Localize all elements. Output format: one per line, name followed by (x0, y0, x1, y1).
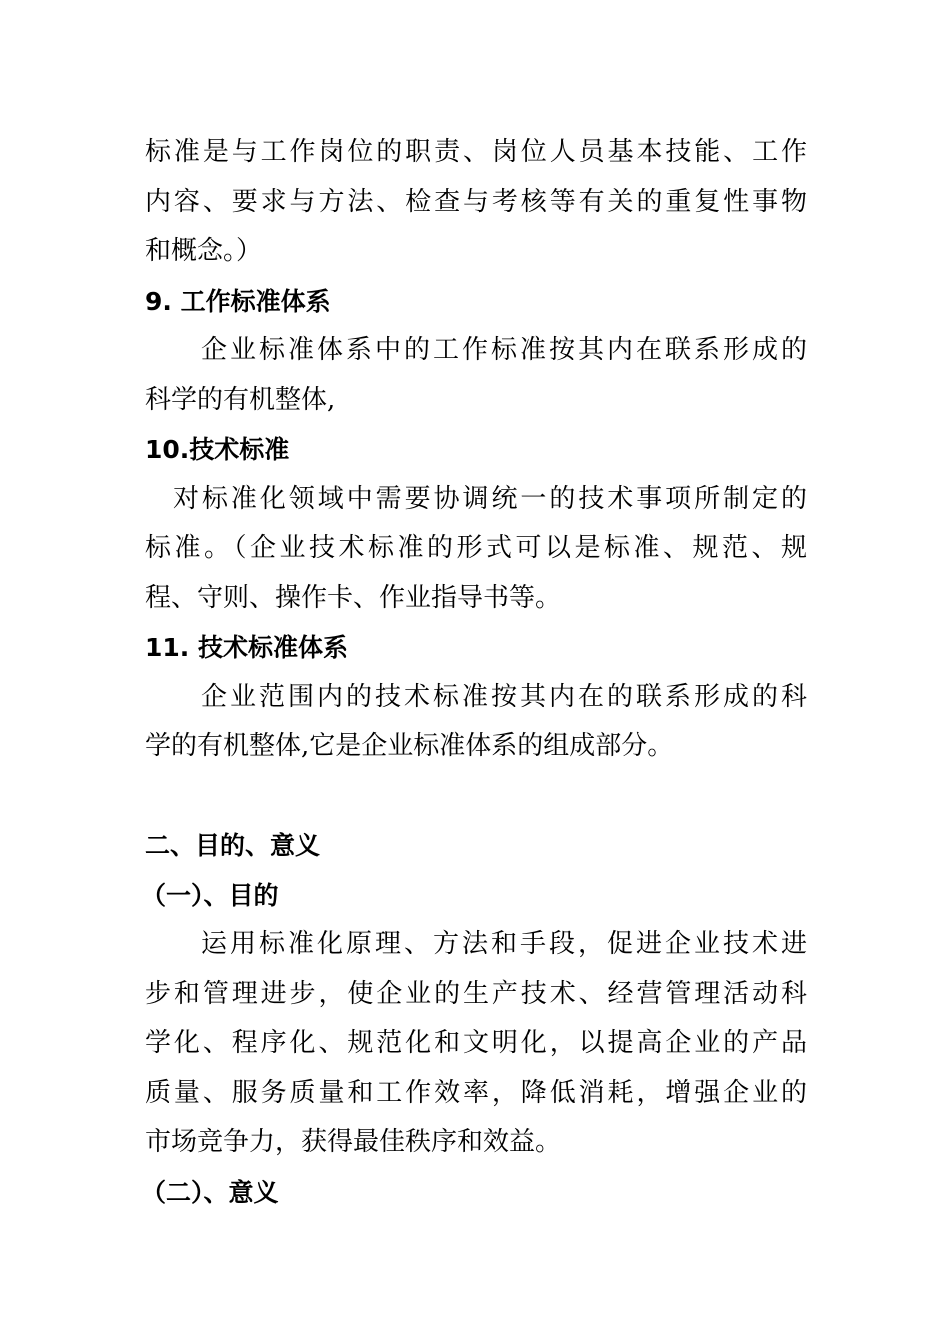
paragraph-line: 和概念。） (145, 236, 263, 266)
paragraph-line: 运用标准化原理、方法和手段，促进企业技术进 (201, 929, 807, 959)
paragraph-line: 标准。（企业技术标准的形式可以是标准、规范、规 (145, 533, 807, 563)
paragraph-line: 内容、要求与方法、检查与考核等有关的重复性事物 (145, 186, 807, 217)
paragraph-line: 步和管理进步，使企业的生产技术、经营管理活动科 (145, 978, 807, 1009)
paragraph-line: 标准是与工作岗位的职责、岗位人员基本技能、工作 (145, 137, 807, 167)
part-heading: 二、目的、意义 (145, 831, 321, 860)
paragraph-line: 程、守则、操作卡、作业指导书等。 (145, 582, 562, 613)
paragraph-line: 学的有机整体,它是企业标准体系的组成部分。 (145, 731, 674, 761)
paragraph-line: 企业标准体系中的工作标准按其内在联系形成的 (201, 335, 807, 365)
subheading-purpose: （一）、目的 (141, 880, 279, 910)
section-heading-11: 11. 技术标准体系 (145, 633, 348, 662)
section-heading-9: 9. 工作标准体系 (145, 286, 331, 316)
paragraph-line: 对标准化领域中需要协调统一的技术事项所制定的 (173, 483, 807, 514)
document-page (141, 128, 807, 1217)
paragraph-line: 质量、服务质量和工作效率，降低消耗，增强企业的 (145, 1077, 807, 1108)
paragraph-line: 市场竞争力，获得最佳秩序和效益。 (145, 1127, 562, 1157)
spacer (145, 772, 807, 822)
paragraph-line: 学化、程序化、规范化和文明化，以提高企业的产品 (145, 1028, 807, 1058)
section-heading-10: 10.技术标准 (145, 435, 290, 464)
paragraph-line: 企业范围内的技术标准按其内在的联系形成的科 (201, 681, 807, 712)
subheading-significance: （二）、意义 (141, 1177, 279, 1207)
paragraph-line: 科学的有机整体, (145, 384, 336, 415)
